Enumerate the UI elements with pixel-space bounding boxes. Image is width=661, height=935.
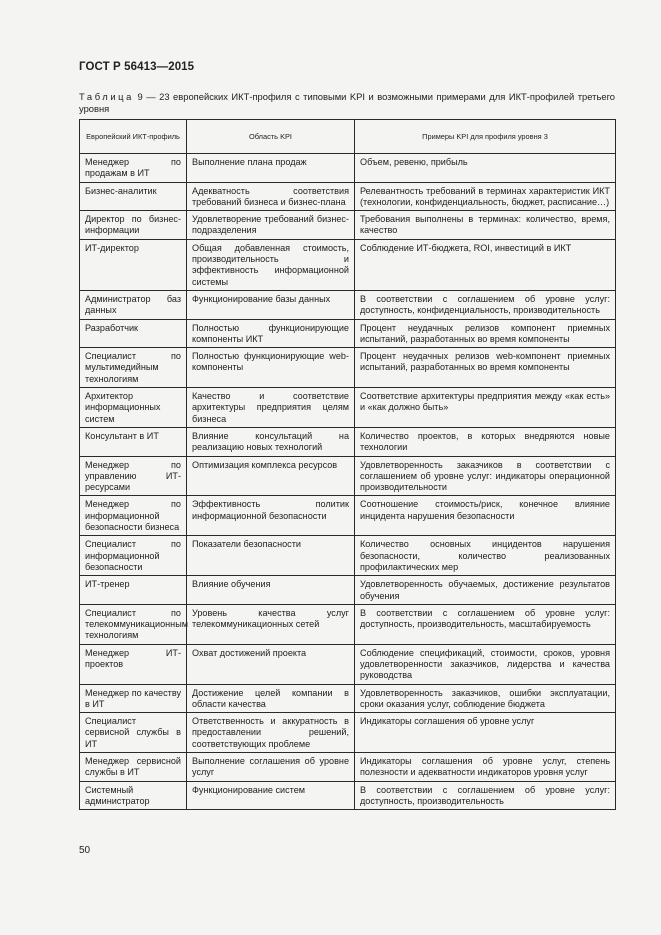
- profile-cell: Архитектор информационных систем: [80, 388, 187, 428]
- table-row: [80, 154, 616, 183]
- profile-cell: Специалист сервисной службы в ИТ: [80, 713, 187, 753]
- profile-cell: Менеджер по управлению ИТ-ресурсами: [80, 456, 187, 496]
- kpi-area-cell: Показатели безопасности: [187, 536, 355, 576]
- kpi-area-cell: Уровень качества услуг телекоммуникационных сетей: [187, 604, 355, 644]
- kpi-table: [79, 119, 616, 810]
- table-row: [80, 753, 616, 782]
- kpi-area-cell: Влияние консультаций на реализацию новых технологий: [187, 427, 355, 456]
- kpi-examples-cell: Удовлетворенность заказчиков, ошибки эксплуатации, сроки оказания услуг, соблюдение бюджета: [355, 684, 616, 713]
- kpi-area-cell: Выполнение соглашения об уровне услуг: [187, 753, 355, 782]
- table-caption-label: Таблица: [79, 91, 134, 102]
- kpi-examples-cell: Количество проектов, в которых внедряются новые технологии: [355, 427, 616, 456]
- kpi-area-cell: Эффективность политик информационной безопасности: [187, 496, 355, 536]
- standard-designation: ГОСТ Р 56413—2015: [79, 61, 195, 73]
- table-row: [80, 536, 616, 576]
- profile-cell: Бизнес-аналитик: [80, 182, 187, 211]
- profile-cell: Специалист по информационной безопасности: [80, 536, 187, 576]
- kpi-area-cell: Качество и соответствие архитектуры предприятия целям бизнеса: [187, 388, 355, 428]
- kpi-area-cell: Общая добавленная стоимость, производительность и эффективность информационной системы: [187, 239, 355, 290]
- kpi-examples-cell: В соответствии с соглашением об уровне услуг: доступность, производительность: [355, 781, 616, 810]
- table-row: [80, 644, 616, 684]
- profile-cell: Системный администратор: [80, 781, 187, 810]
- kpi-area-cell: Ответственность и аккуратность в предоставлении решений, соответствующих проблеме: [187, 713, 355, 753]
- table-row: [80, 319, 616, 348]
- profile-cell: Менеджер сервисной службы в ИТ: [80, 753, 187, 782]
- table-row: [80, 684, 616, 713]
- profile-cell: Директор по бизнес-информации: [80, 211, 187, 240]
- kpi-examples-cell: Процент неудачных релизов web-компонент приемных испытаний, разработанных во время компоненты: [355, 348, 616, 388]
- table-caption-number: 9: [137, 91, 143, 102]
- kpi-area-cell: Функционирование систем: [187, 781, 355, 810]
- profile-cell: ИТ-директор: [80, 239, 187, 290]
- page-number: 50: [79, 845, 91, 856]
- kpi-area-cell: Адекватность соответствия требований бизнеса и бизнес-плана: [187, 182, 355, 211]
- table-row: [80, 781, 616, 810]
- kpi-area-cell: Выполнение плана продаж: [187, 154, 355, 183]
- column-header-kpi-area: Область KPI: [187, 120, 355, 154]
- kpi-area-cell: Функционирование базы данных: [187, 290, 355, 319]
- profile-cell: Менеджер ИТ-проектов: [80, 644, 187, 684]
- table-header-row: [80, 120, 616, 154]
- kpi-examples-cell: Релевантность требований в терминах характеристик ИКТ (технологии, конфиденциальность, бюджет, расписание…): [355, 182, 616, 211]
- kpi-examples-cell: В соответствии с соглашением об уровне услуг: доступность, производительность, масштабируемость: [355, 604, 616, 644]
- table-row: [80, 239, 616, 290]
- table-row: [80, 496, 616, 536]
- profile-cell: Специалист по мультимедийным технологиям: [80, 348, 187, 388]
- table-row: [80, 456, 616, 496]
- table-caption-text: — 23 европейских ИКТ-профиля с типовыми KPI и возможными примерами для ИКТ-профилей третьего уровня: [79, 91, 615, 114]
- kpi-area-cell: Охват достижений проекта: [187, 644, 355, 684]
- table-row: [80, 713, 616, 753]
- kpi-examples-cell: Удовлетворенность заказчиков в соответствии с соглашением об уровне услуг: индикаторы операционной производительности: [355, 456, 616, 496]
- column-header-profile: Европейский ИКТ-профиль: [80, 120, 187, 154]
- kpi-area-cell: Полностью функционирующие компоненты ИКТ: [187, 319, 355, 348]
- kpi-examples-cell: Соотношение стоимость/риск, конечное влияние инцидента нарушения безопасности: [355, 496, 616, 536]
- kpi-examples-cell: Индикаторы соглашения об уровне услуг, степень полезности и адекватности индикаторов уровня услуг: [355, 753, 616, 782]
- profile-cell: ИТ-тренер: [80, 576, 187, 605]
- table-row: [80, 211, 616, 240]
- table-row: [80, 427, 616, 456]
- kpi-examples-cell: Количество основных инцидентов нарушения безопасности, количество реализованных профилактических мер: [355, 536, 616, 576]
- kpi-examples-cell: Соблюдение спецификаций, стоимости, сроков, уровня удовлетворенности заказчиков, лидерства и качества руководства: [355, 644, 616, 684]
- table-row: [80, 348, 616, 388]
- kpi-examples-cell: Соответствие архитектуры предприятия между «как есть» и «как должно быть»: [355, 388, 616, 428]
- table-row: [80, 182, 616, 211]
- column-header-kpi-examples: Примеры KPI для профиля уровня 3: [355, 120, 616, 154]
- profile-cell: Менеджер по информационной безопасности бизнеса: [80, 496, 187, 536]
- profile-cell: Специалист по телекоммуникационным технологиям: [80, 604, 187, 644]
- profile-cell: Разработчик: [80, 319, 187, 348]
- kpi-examples-cell: Соблюдение ИТ-бюджета, ROI, инвестиций в ИКТ: [355, 239, 616, 290]
- table-row: [80, 604, 616, 644]
- kpi-examples-cell: Процент неудачных релизов компонент приемных испытаний, разработанных во время компоненты: [355, 319, 616, 348]
- profile-cell: Менеджер по продажам в ИТ: [80, 154, 187, 183]
- kpi-area-cell: Оптимизация комплекса ресурсов: [187, 456, 355, 496]
- kpi-examples-cell: Удовлетворенность обучаемых, достижение результатов обучения: [355, 576, 616, 605]
- kpi-area-cell: Достижение целей компании в области качества: [187, 684, 355, 713]
- kpi-area-cell: Удовлетворение требований бизнес-подразделения: [187, 211, 355, 240]
- profile-cell: Консультант в ИТ: [80, 427, 187, 456]
- kpi-area-cell: Влияние обучения: [187, 576, 355, 605]
- kpi-area-cell: Полностью функционирующие web-компоненты: [187, 348, 355, 388]
- profile-cell: Администратор баз данных: [80, 290, 187, 319]
- kpi-examples-cell: Индикаторы соглашения об уровне услуг: [355, 713, 616, 753]
- table-row: [80, 388, 616, 428]
- profile-cell: Менеджер по качеству в ИТ: [80, 684, 187, 713]
- kpi-examples-cell: Объем, ревеню, прибыль: [355, 154, 616, 183]
- kpi-examples-cell: В соответствии с соглашением об уровне услуг: доступность, конфиденциальность, производительность: [355, 290, 616, 319]
- table-row: [80, 290, 616, 319]
- table-body: [80, 154, 616, 810]
- kpi-examples-cell: Требования выполнены в терминах: количество, время, качество: [355, 211, 616, 240]
- table-caption: [79, 91, 615, 115]
- table-row: [80, 576, 616, 605]
